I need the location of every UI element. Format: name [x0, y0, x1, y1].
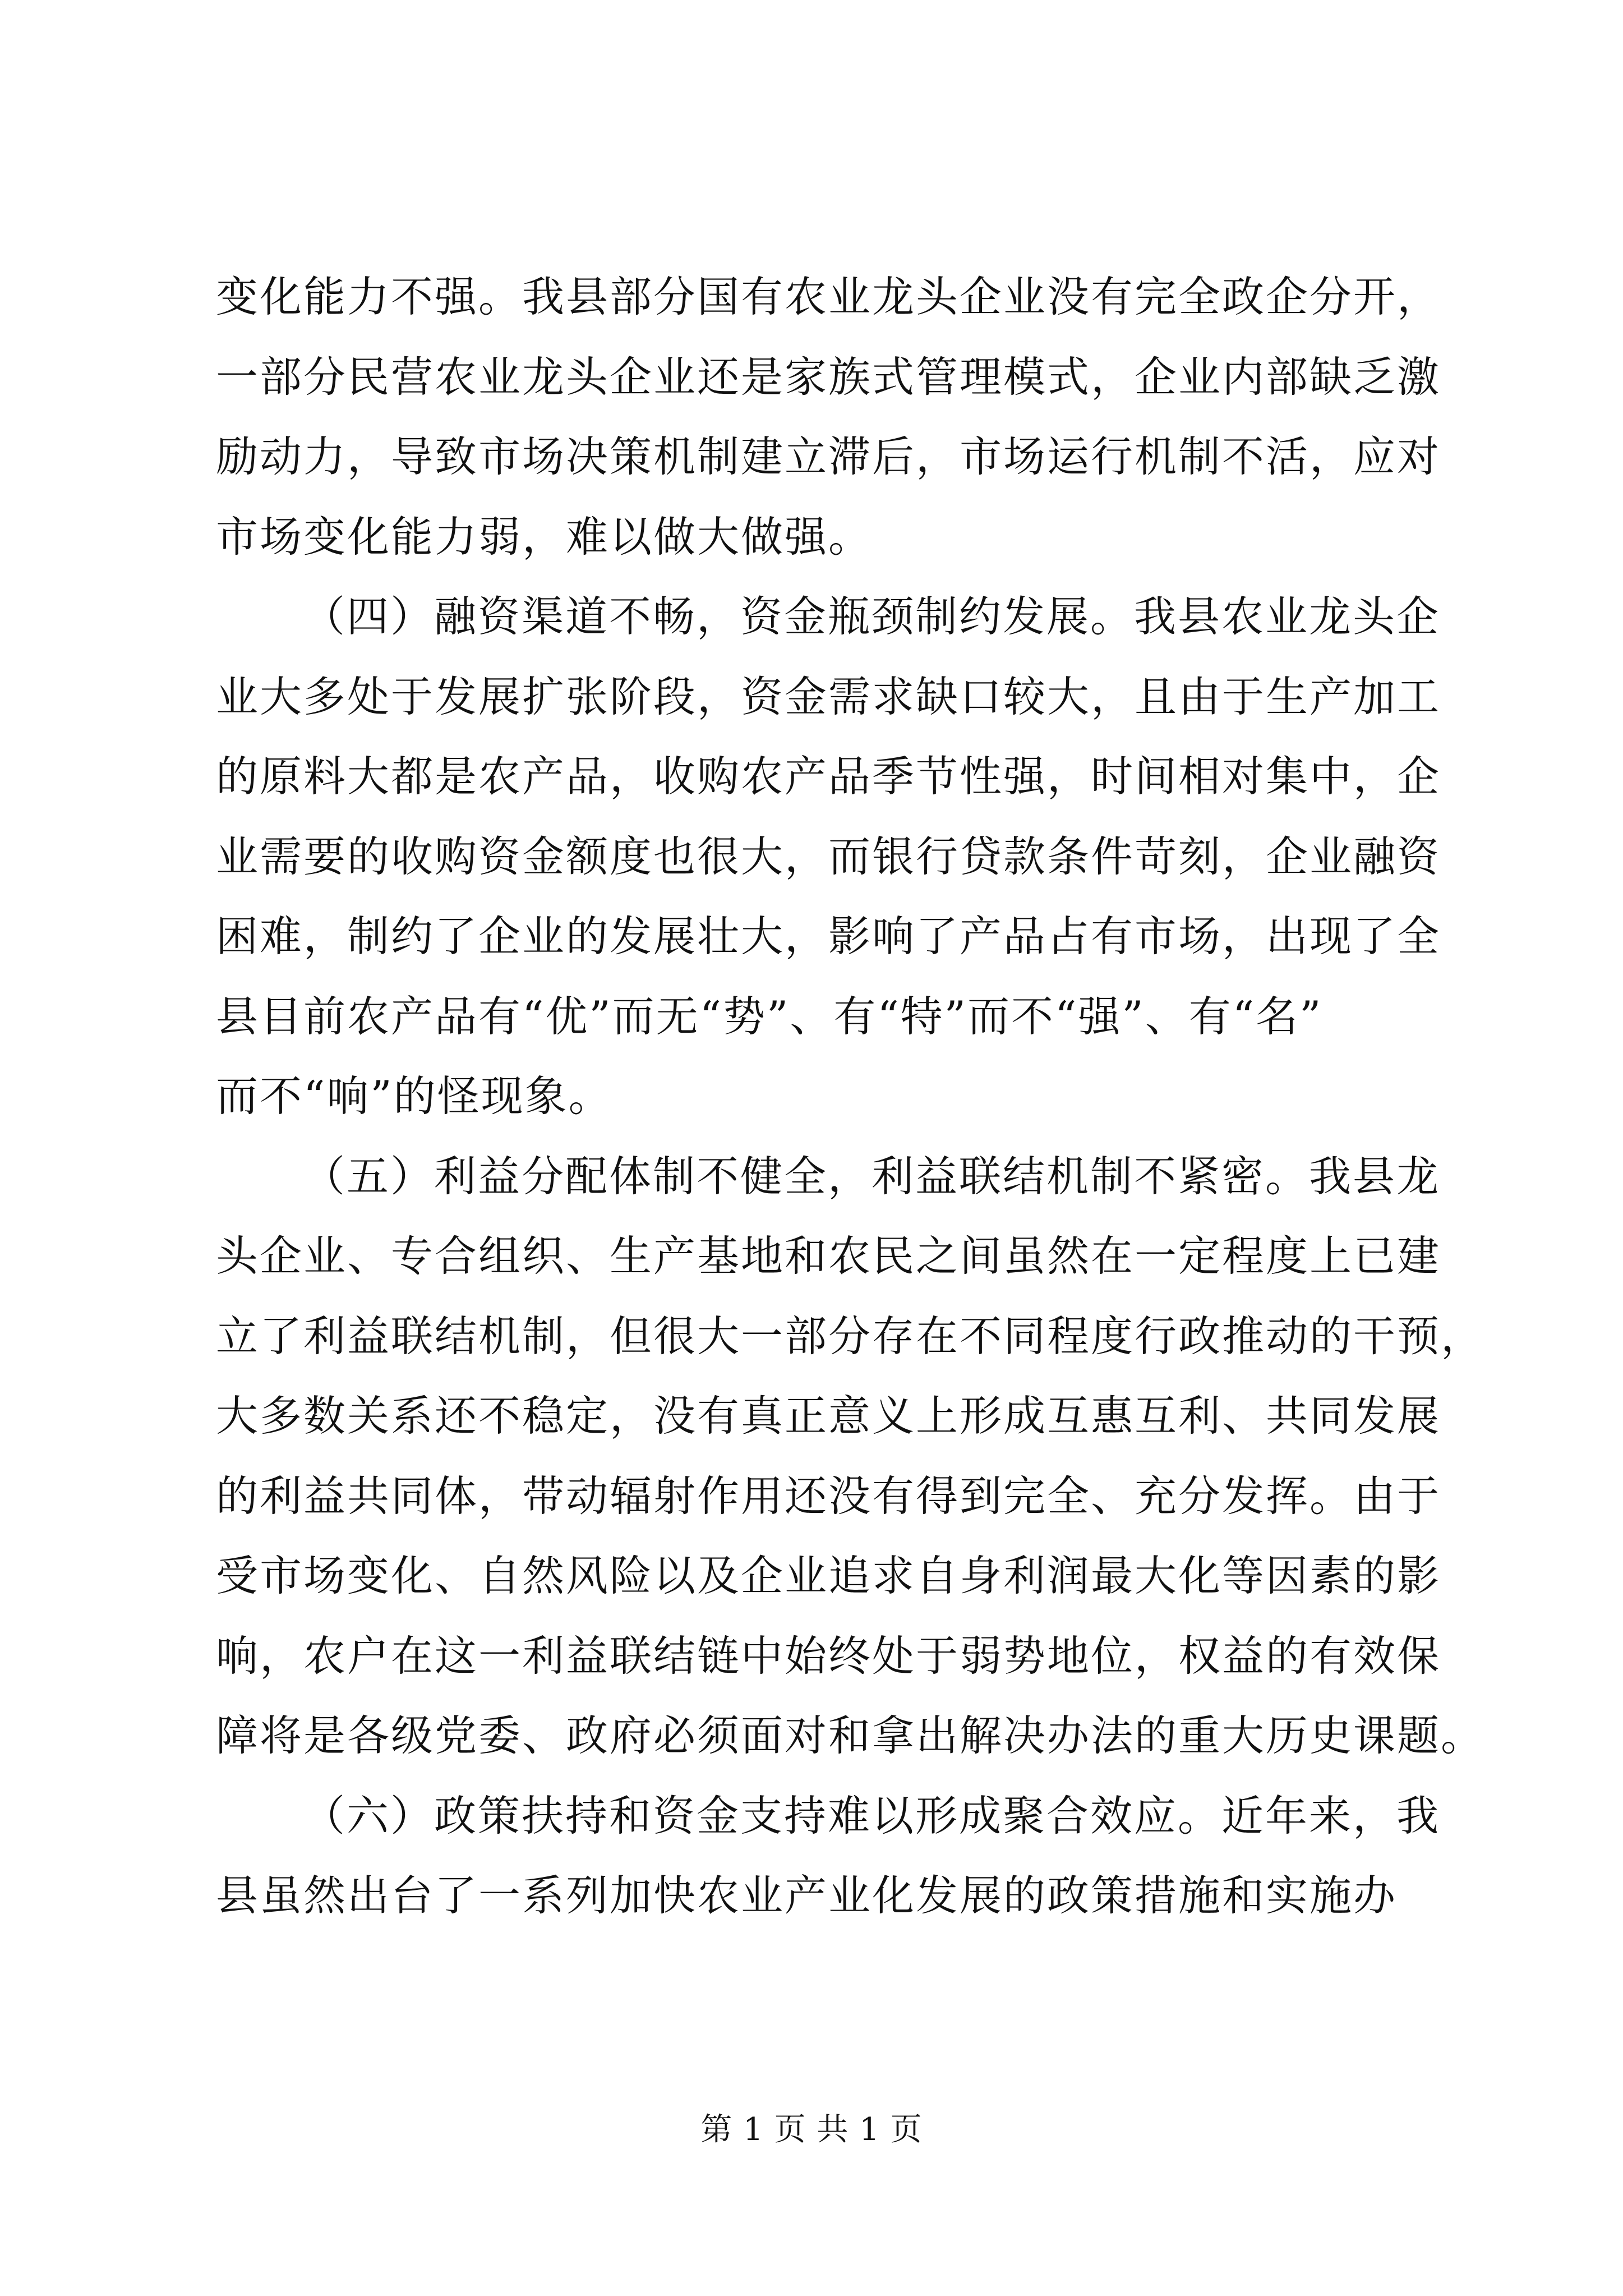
- text-line: 的原料大都是农产品，收购农产品季节性强，时间相对集中，企: [216, 752, 1441, 801]
- text-line: 响，农户在这一利益联结链中始终处于弱势地位，权益的有效保: [216, 1631, 1441, 1681]
- text-line: 变化能力不强。我县部分国有农业龙头企业没有完全政企分开，: [216, 272, 1441, 321]
- text-line: 立了利益联结机制，但很大一部分存在不同程度行政推动的干预，: [216, 1311, 1485, 1361]
- document-body: [216, 257, 1485, 1936]
- text-line: 障将是各级党委、政府必须面对和拿出解决办法的重大历史课题。: [216, 1711, 1485, 1760]
- text-line: 市场变化能力弱，难以做大做强。: [216, 512, 873, 562]
- text-line: 励动力，导致市场决策机制建立滞后，市场运行机制不活，应对: [216, 432, 1441, 481]
- text-line: 困难，制约了企业的发展壮大，影响了产品占有市场，出现了全: [216, 912, 1441, 961]
- text-line: 头企业、专合组织、生产基地和农民之间虽然在一定程度上已建: [216, 1231, 1441, 1281]
- page-footer: 第 1 页 共 1 页: [700, 2111, 923, 2148]
- text-line: 县目前农产品有“优”而无“势”、有“特”而不“强”、有“名”: [216, 991, 1323, 1041]
- paragraph-first-line: （五）利益分配体制不健全，利益联结机制不紧密。我县龙: [303, 1151, 1441, 1201]
- text-line: 的利益共同体，带动辐射作用还没有得到完全、充分发挥。由于: [216, 1471, 1441, 1521]
- text-line: 而不“响”的怪现象。: [216, 1071, 612, 1121]
- text-line: 业需要的收购资金额度也很大，而银行贷款条件苛刻，企业融资: [216, 831, 1441, 881]
- text-line: 受市场变化、自然风险以及企业追求自身利润最大化等因素的影: [216, 1551, 1441, 1600]
- paragraph-first-line: （四）融资渠道不畅，资金瓶颈制约发展。我县农业龙头企: [303, 592, 1441, 641]
- text-line: 业大多处于发展扩张阶段，资金需求缺口较大，且由于生产加工: [216, 671, 1441, 721]
- text-line: 一部分民营农业龙头企业还是家族式管理模式，企业内部缺乏激: [216, 352, 1441, 402]
- text-line: 县虽然出台了一系列加快农业产业化发展的政策措施和实施办: [216, 1871, 1398, 1920]
- text-line: 大多数关系还不稳定，没有真正意义上形成互惠互利、共同发展: [216, 1391, 1441, 1441]
- paragraph-first-line: （六）政策扶持和资金支持难以形成聚合效应。近年来，我: [303, 1791, 1441, 1841]
